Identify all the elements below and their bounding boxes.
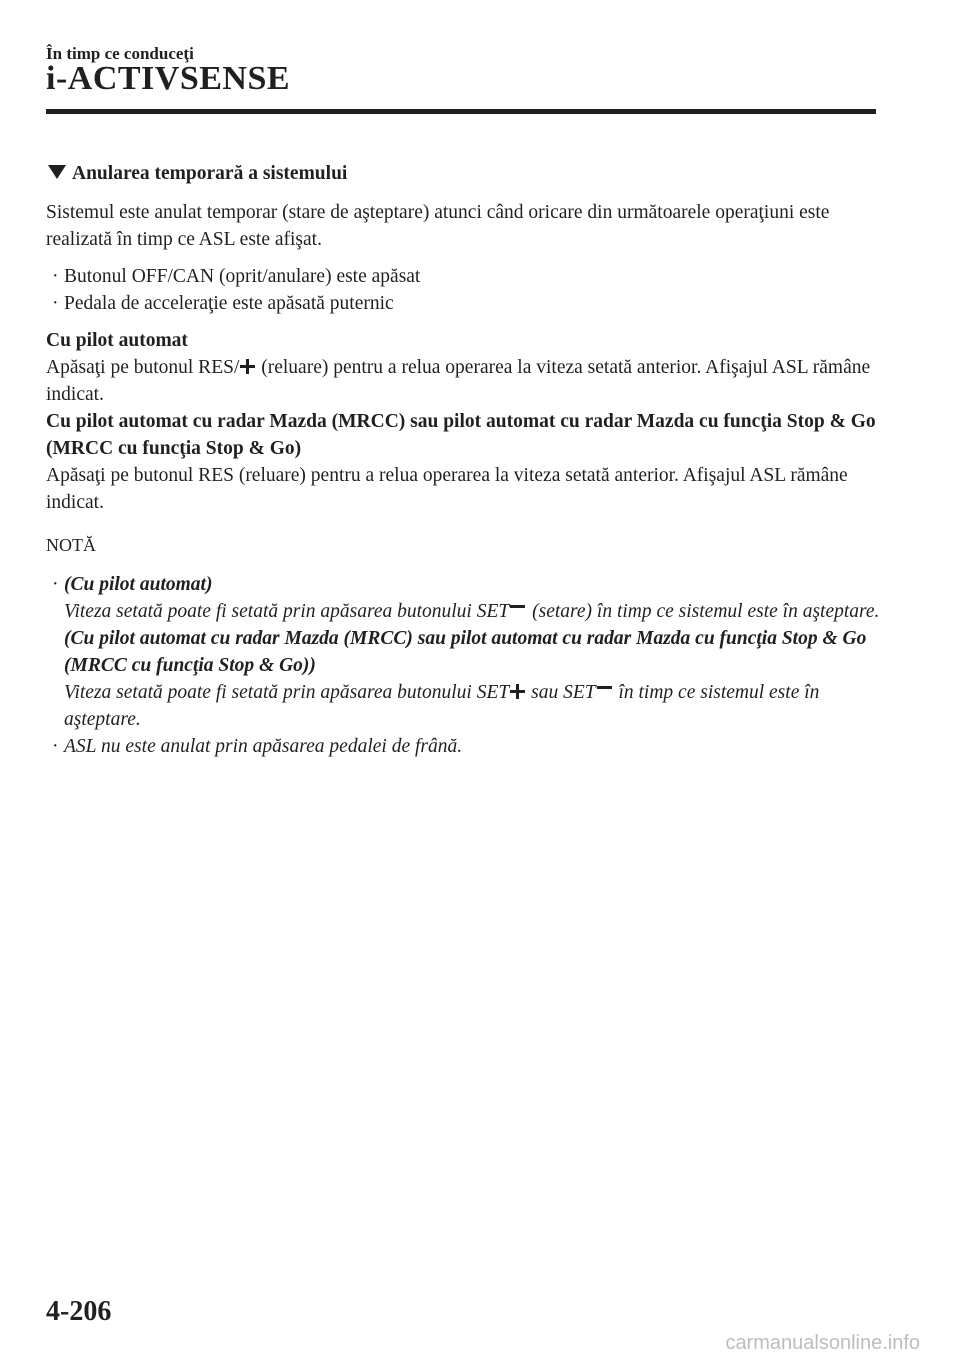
minus-icon bbox=[510, 605, 525, 608]
list-item bbox=[46, 263, 886, 290]
bullet-icon: · bbox=[52, 293, 59, 314]
plus-icon bbox=[510, 684, 525, 699]
section-intro: Sistemul este anulat temporar (stare de aşteptare) atunci când oricare din următoarele operaţiuni este realizată în timp ce ASL este afişat. bbox=[46, 202, 830, 250]
cruise-text-part: Apăsaţi pe butonul RES/ bbox=[46, 357, 240, 378]
note-text-part: Viteza setată poate fi setată prin apăsarea butonului SET bbox=[64, 682, 510, 703]
triangle-down-icon bbox=[48, 165, 66, 179]
plus-icon bbox=[240, 359, 255, 374]
note-item bbox=[46, 571, 886, 733]
main-content bbox=[46, 160, 886, 760]
condition-list bbox=[46, 263, 886, 317]
cruise-heading: Cu pilot automat bbox=[46, 330, 188, 351]
note-item-heading: (Cu pilot automat cu radar Mazda (MRCC) sau pilot automat cu radar Mazda cu funcţia Stop & Go (MRCC cu funcţia Stop & Go)) bbox=[64, 628, 867, 676]
cruise-text bbox=[46, 354, 886, 408]
list-item bbox=[46, 290, 886, 317]
page-number: 4-206 bbox=[46, 1296, 112, 1327]
bullet-icon: · bbox=[52, 266, 59, 287]
bullet-icon: · bbox=[52, 574, 59, 595]
watermark: carmanualsonline.info bbox=[725, 1332, 920, 1354]
page-title: i-ACTIVSENSE bbox=[46, 60, 291, 97]
note-item-heading: (Cu pilot automat) bbox=[64, 574, 213, 595]
list-item-text: Butonul OFF/CAN (oprit/anulare) este apăsat bbox=[64, 266, 421, 287]
radar-text: Apăsaţi pe butonul RES (reluare) pentru a relua operarea la viteza setată anterior. Afişajul ASL rămâne indicat. bbox=[46, 465, 848, 513]
note-label: NOTĂ bbox=[46, 535, 96, 555]
list-item-text: Pedala de acceleraţie este apăsată puternic bbox=[64, 293, 394, 314]
note-text-part: în timp ce sistemul este în aşteptare. bbox=[64, 682, 820, 730]
radar-heading: Cu pilot automat cu radar Mazda (MRCC) sau pilot automat cu radar Mazda cu funcţia Stop & Go (MRCC cu funcţia Stop & Go) bbox=[46, 411, 876, 459]
header-divider bbox=[46, 109, 876, 114]
note-text-part: sau SET bbox=[526, 682, 596, 703]
note-text-part: (setare) în timp ce sistemul este în aşteptare. bbox=[527, 601, 880, 622]
note-block bbox=[46, 571, 886, 760]
section-heading-text: Anularea temporară a sistemului bbox=[72, 163, 348, 184]
minus-icon bbox=[597, 686, 612, 689]
bullet-icon: · bbox=[52, 736, 59, 757]
section-heading bbox=[46, 160, 886, 187]
note-item-text: ASL nu este anulat prin apăsarea pedalei de frână. bbox=[64, 736, 463, 757]
note-item-text bbox=[64, 679, 886, 733]
note-item bbox=[46, 733, 886, 760]
header-subtitle: În timp ce conduceţi bbox=[46, 44, 194, 63]
note-text-part: Viteza setată poate fi setată prin apăsarea butonului SET bbox=[64, 601, 510, 622]
cruise-text-part: (reluare) pentru a relua operarea la viteza setată anterior. Afişajul ASL rămâne indicat. bbox=[46, 357, 871, 405]
note-item-text bbox=[64, 598, 886, 625]
